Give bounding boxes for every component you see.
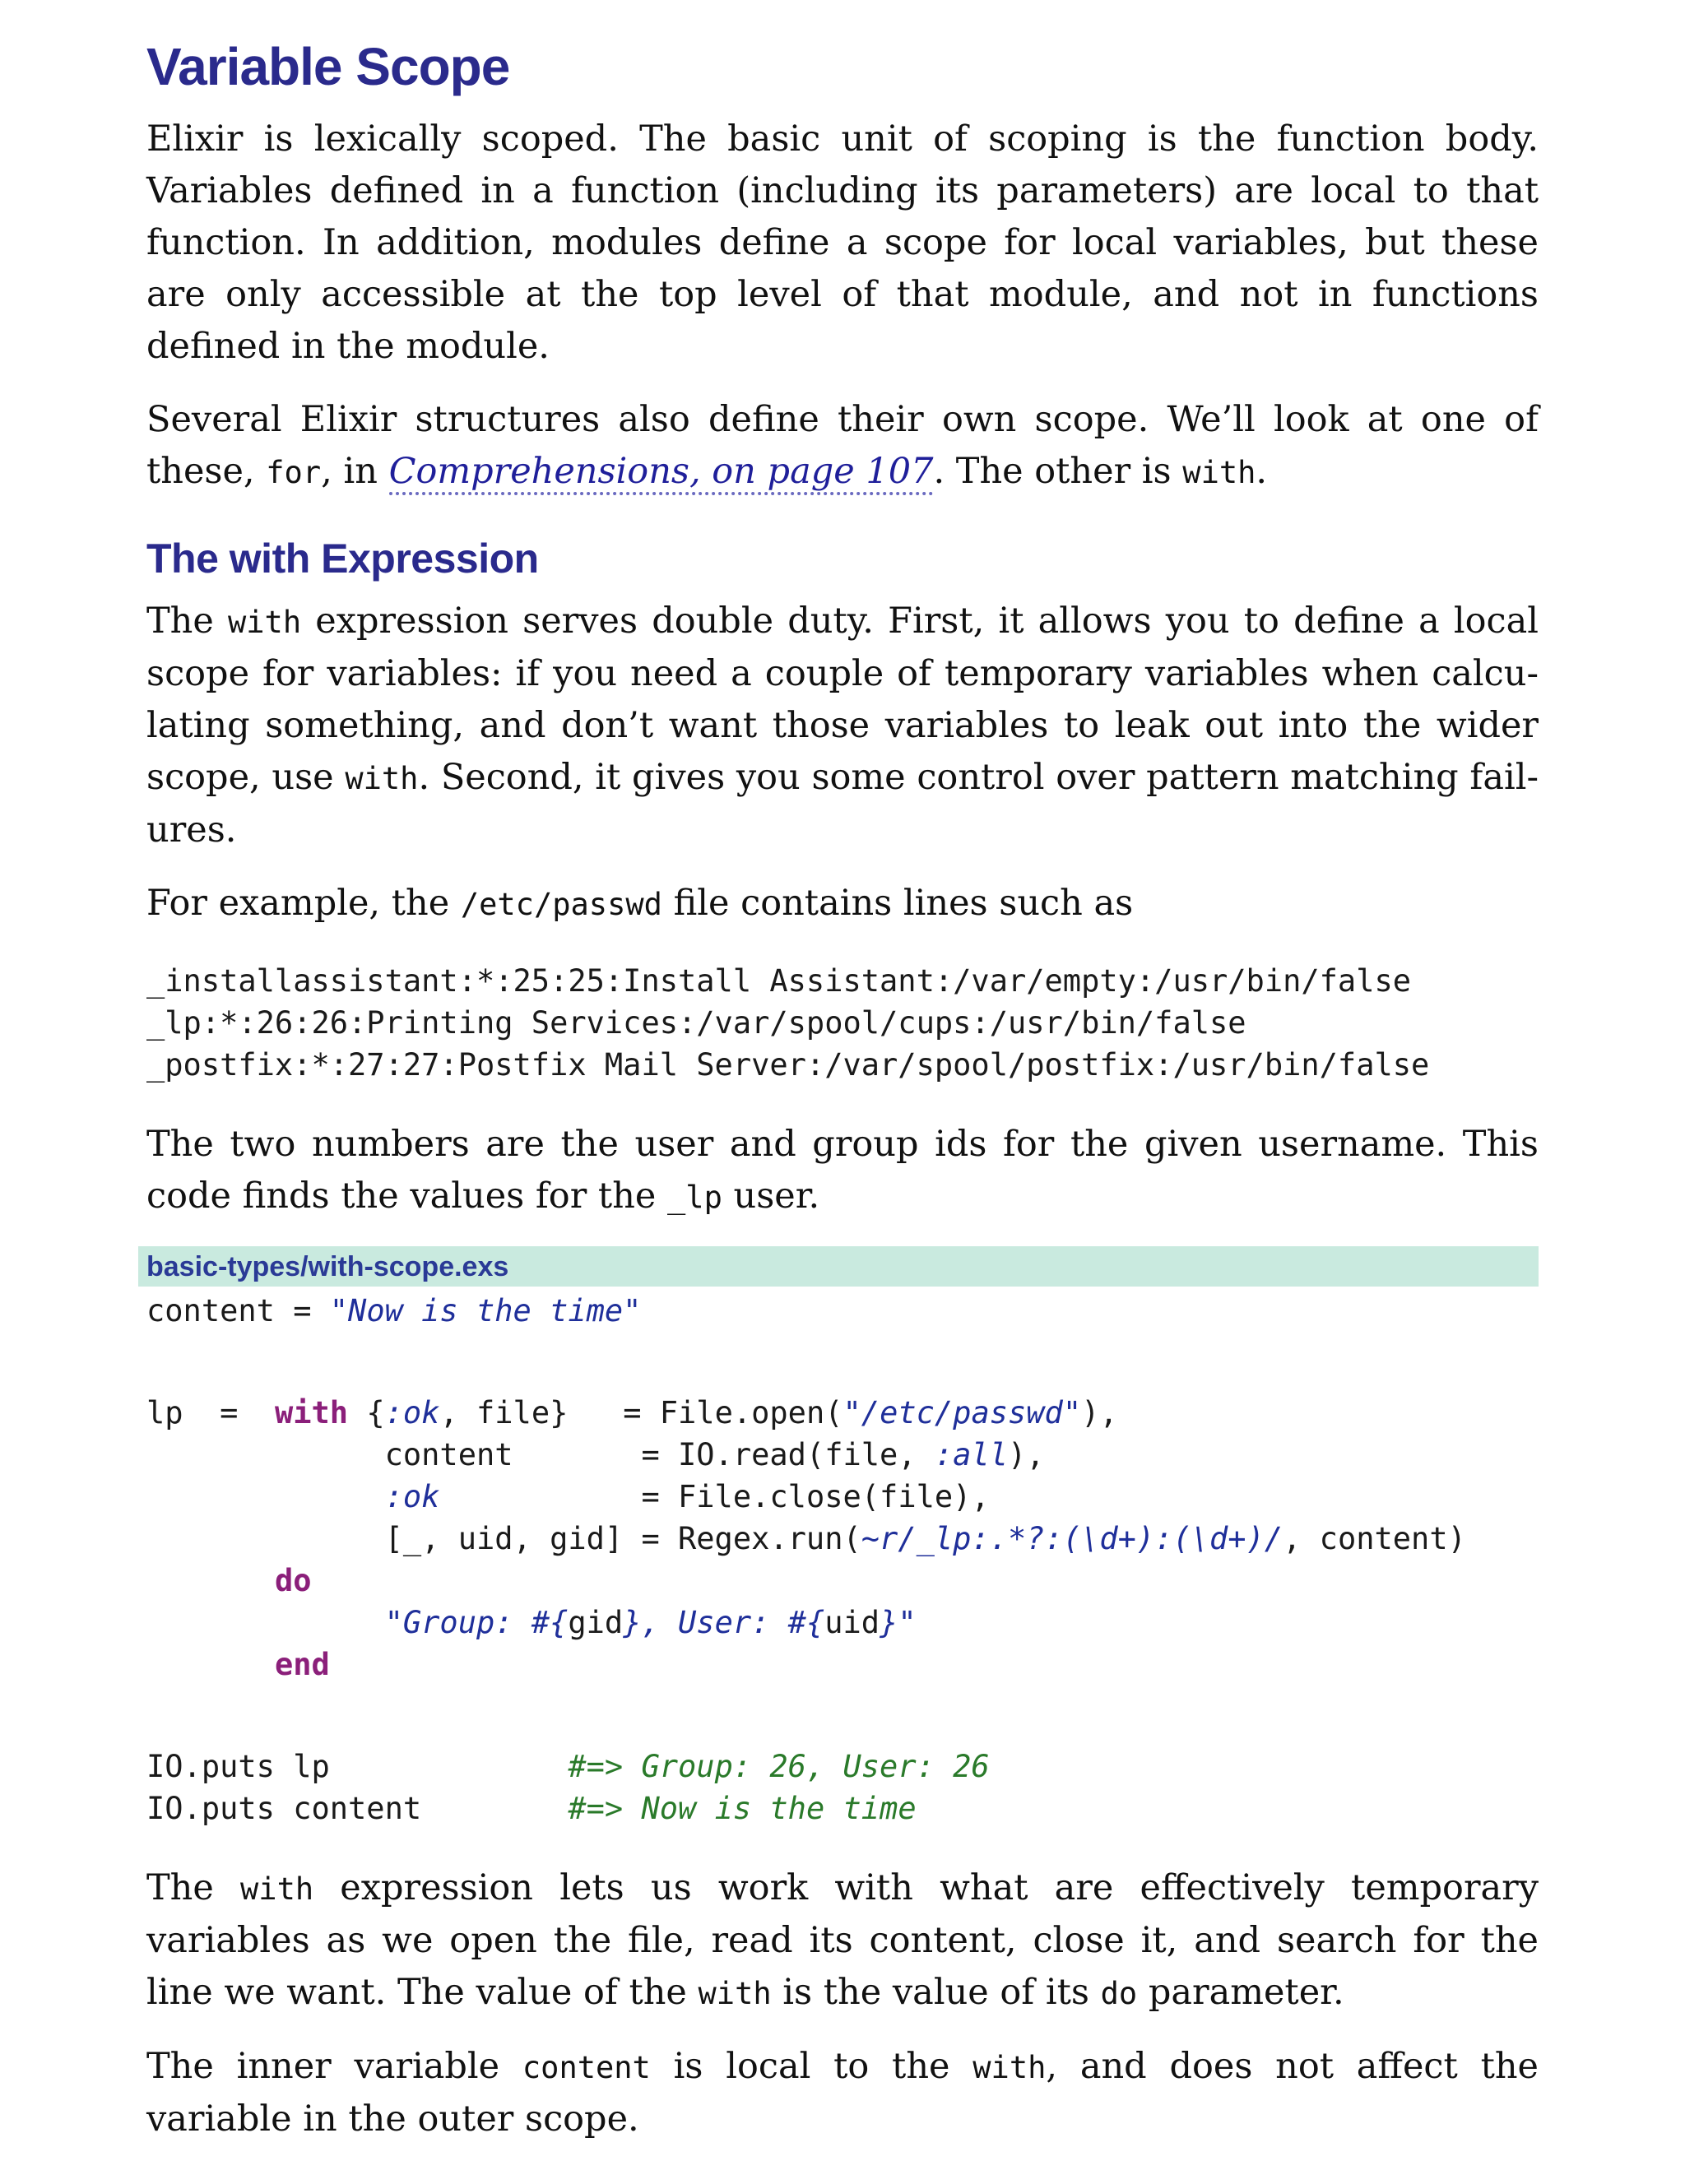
paragraph-passwd-intro: [146, 878, 1539, 930]
text: Several Elixir structures also define their own scope. We’ll look at one of these,: [146, 399, 1539, 492]
text: parameter.: [1137, 1972, 1344, 2013]
inline-code-with: with: [240, 1871, 314, 1907]
subsection-title: The with Expression: [146, 536, 539, 582]
inline-code-lp: _lp: [667, 1180, 722, 1215]
string: "/etc/passwd": [842, 1395, 1082, 1430]
text: . The other is: [933, 451, 1183, 492]
inline-code-with: with: [698, 1976, 772, 2011]
comment: #=> Group: 26, User: 26: [568, 1749, 990, 1784]
code-line: IO.puts content #=> Now is the time: [146, 1791, 917, 1826]
string: }": [880, 1605, 917, 1640]
code-line: [146, 1563, 312, 1598]
content-column: [146, 36, 1539, 2167]
paragraph-lexical-scope: Elixir is lexically scoped. The basic unit of scoping is the function body. Variables defined in a function (including its parameters) are local to that function. In addition, modules define a scope for local variables, but these are only accessible at the top level of that module, and not in functions defined in the module.: [146, 118, 1539, 367]
inline-code-with: with: [228, 605, 302, 640]
atom: :ok: [384, 1479, 440, 1514]
text: The: [146, 1867, 241, 1908]
passwd-sample: [146, 960, 1539, 1086]
text: For example, the: [146, 883, 461, 924]
text: user.: [722, 1175, 820, 1217]
sample-line: _postfix:*:27:27:Postfix Mail Server:/var/spool/postfix:/usr/bin/false: [146, 1047, 1430, 1083]
text: file contains lines such as: [661, 883, 1134, 924]
inline-code-content: content: [522, 2050, 651, 2085]
inline-code-for: for: [266, 455, 322, 490]
keyword: do: [274, 1563, 312, 1598]
paragraph-with-duty: [146, 596, 1539, 856]
comment: #=> Now is the time: [568, 1791, 917, 1826]
code-listing: [138, 1246, 1539, 1829]
text: expression serves double duty. First, it allows you to define a local scope for variables: if you need a couple of temporary variables when calculating something, and don’t want those variables to leak out into the wider scope, use: [146, 600, 1539, 798]
string: "Group: #{: [384, 1605, 569, 1640]
section-title: Variable Scope: [146, 37, 510, 96]
atom: :all: [934, 1437, 1008, 1472]
code-line: IO.puts lp #=> Group: 26, User: 26: [146, 1749, 990, 1784]
text: expression lets us work with what are effectively temporary variables as we open the file, read its content, close it, and search for the line we want. The value of the: [146, 1867, 1539, 2013]
inline-code-with: with: [972, 2050, 1047, 2085]
sample-line: _installassistant:*:25:25:Install Assistant:/var/empty:/usr/bin/false: [146, 963, 1412, 999]
text: The two numbers are the user and group ids for the given username. This code finds the values for the: [146, 1124, 1539, 1217]
inline-code-with: with: [1182, 455, 1256, 490]
text: The: [146, 600, 228, 642]
code-filename-bar[interactable]: basic-types/with-scope.exs: [138, 1246, 1539, 1287]
keyword: with: [274, 1395, 349, 1430]
text: .: [1256, 451, 1268, 492]
keyword: end: [274, 1647, 330, 1682]
paragraph-inner-variable: [146, 2041, 1539, 2145]
code-body: [138, 1290, 1539, 1829]
code-line: [_, uid, gid] = Regex.run(~r/_lp:.*?:(\d+):(\d+)/, content): [146, 1521, 1466, 1556]
text: , and does not affect the variable in the outer scope.: [146, 2046, 1539, 2140]
comprehensions-link[interactable]: Comprehensions, on page 107: [389, 451, 934, 495]
text: , in: [321, 451, 389, 492]
text: . Second, it gives you some control over pattern matching failures.: [146, 757, 1539, 851]
sample-line: _lp:*:26:26:Printing Services:/var/spool/cups:/usr/bin/false: [146, 1005, 1246, 1041]
code-line: "Group: #{gid}, User: #{uid}": [384, 1605, 917, 1640]
text: The inner variable: [146, 2046, 522, 2087]
code-line: [146, 1647, 330, 1682]
paragraph-ids: [146, 1119, 1539, 1223]
paragraph-temporary-vars: [146, 1862, 1539, 2019]
code-line: lp = with {:ok, file} = File.open("/etc/passwd"),: [146, 1395, 1118, 1430]
text: is local to the: [650, 2046, 973, 2087]
inline-code-with: with: [345, 761, 419, 796]
inline-code-path: /etc/passwd: [460, 887, 662, 922]
paragraph-structures: [146, 394, 1539, 498]
string: "Now is the time": [329, 1293, 642, 1328]
atom: :ok: [384, 1395, 440, 1430]
regex: ~r/_lp:.*?:(\d+):(\d+)/: [861, 1521, 1283, 1556]
code-line: content = "Now is the time": [146, 1293, 642, 1328]
text: is the value of its: [771, 1972, 1101, 2013]
inline-code-do: do: [1100, 1976, 1138, 2011]
code-line: content = IO.read(file, :all),: [146, 1437, 1045, 1472]
string: }, User: #{: [623, 1605, 825, 1640]
code-line: :ok = File.close(file),: [384, 1479, 990, 1514]
